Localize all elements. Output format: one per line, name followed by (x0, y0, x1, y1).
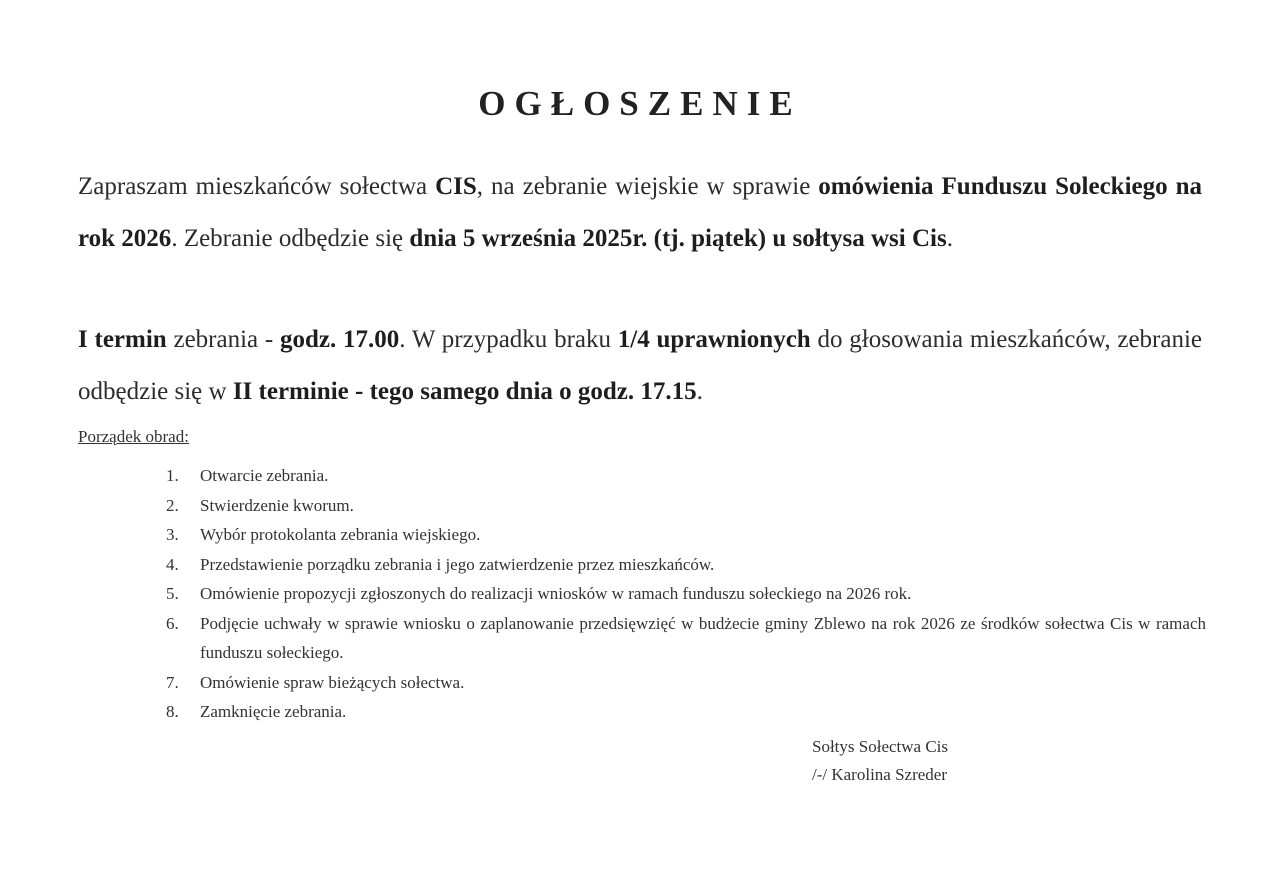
first-term-label: I termin (78, 326, 167, 353)
schedule-text-1: zebrania - (166, 326, 281, 353)
schedule-paragraph (78, 314, 1202, 418)
signature-block (812, 733, 948, 789)
agenda-item-number: 3. (166, 525, 179, 544)
agenda-item (166, 491, 1206, 521)
agenda-heading: Porządek obrad: (78, 427, 189, 446)
invitation-text-2: , na zebranie wiejskie w sprawie (476, 173, 819, 200)
meeting-date-place: dnia 5 września 2025r. (tj. piątek) u sołtysa wsi Cis (409, 225, 947, 252)
meeting-subject: omówienia Funduszu Soleckiego na rok 2026 (78, 173, 1202, 252)
agenda-item-text: Stwierdzenie kworum. (200, 495, 354, 515)
agenda-item-text: Otwarcie zebrania. (200, 466, 329, 485)
agenda-item-text: Podjęcie uchwały w sprawie wniosku o zaplanowanie przedsięwzięć w budżecie gminy Zblewo na rok 2026 ze środków sołectwa Cis w ramach funduszu sołeckiego. (200, 613, 1206, 662)
invitation-text-3: . Zebranie odbędzie się (171, 225, 410, 252)
agenda-item-text: Wybór protokolanta zebrania wiejskiego. (200, 525, 481, 544)
signature-role: Sołtys Sołectwa Cis (812, 737, 949, 756)
agenda-item-text: Przedstawienie porządku zebrania i jego zatwierdzenie przez mieszkańców. (200, 554, 715, 574)
agenda-item-text: Omówienie spraw bieżących sołectwa. (200, 672, 465, 692)
schedule-text-2: . W przypadku braku (399, 326, 618, 353)
quorum-fraction: 1/4 uprawnionych (617, 326, 811, 353)
agenda-item-number: 4. (166, 554, 179, 574)
agenda-item (166, 579, 1206, 609)
agenda-item-number: 6. (166, 613, 179, 633)
first-term-time: godz. 17.00 (280, 326, 400, 353)
agenda-item (166, 668, 1206, 698)
invitation-text-1: Zapraszam mieszkańców sołectwa (78, 173, 436, 200)
schedule-text-4: . (696, 378, 703, 405)
agenda-item (166, 609, 1206, 668)
agenda-item-text: Omówienie propozycji zgłoszonych do realizacji wniosków w ramach funduszu sołeckiego na 2026 rok. (200, 584, 912, 603)
agenda-item-number: 8. (166, 702, 179, 721)
second-term-details: II terminie - tego samego dnia o godz. 17.15 (232, 378, 697, 405)
agenda-item (166, 550, 1206, 580)
agenda-list (166, 461, 1206, 727)
invitation-text-4: . (946, 225, 953, 252)
invitation-paragraph (78, 161, 1202, 265)
agenda-item-number: 5. (166, 584, 179, 603)
agenda-item (166, 461, 1206, 491)
agenda-item (166, 697, 1206, 727)
signature-name: /-/ Karolina Szreder (812, 765, 947, 784)
agenda-item-number: 2. (166, 495, 179, 515)
agenda-item-text: Zamknięcie zebrania. (200, 702, 347, 721)
schedule-text-3: do głosowania mieszkańców, zebranie odbędzie się w (78, 326, 1203, 405)
agenda-item-number: 1. (166, 466, 179, 485)
village-name: CIS (435, 173, 477, 200)
agenda-item (166, 520, 1206, 550)
agenda-item-number: 7. (166, 672, 179, 692)
notice-title: OGŁOSZENIE (478, 84, 802, 123)
